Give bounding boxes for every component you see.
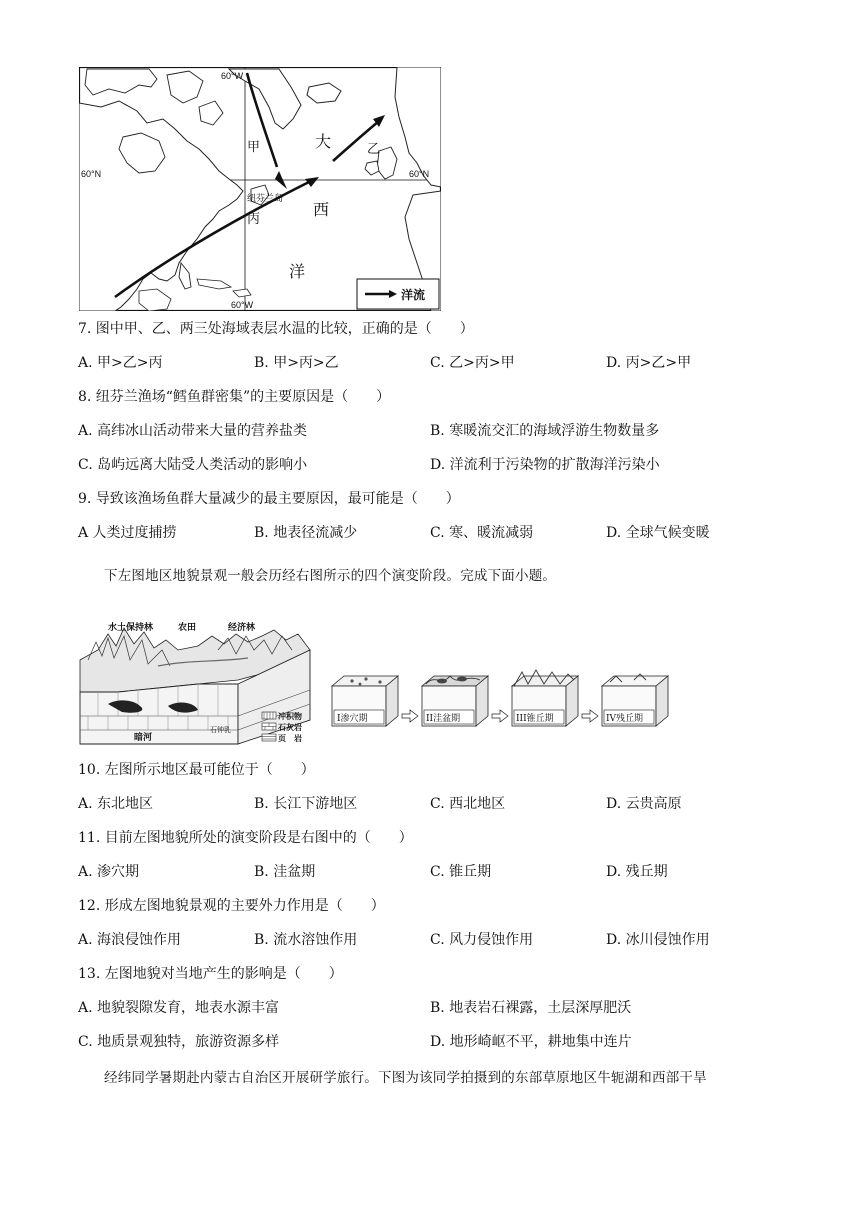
north-atlantic-current-map [79,67,441,311]
q12-option-a[interactable]: A. 海浪侵蚀作用 [78,932,182,948]
karst-label-forest2: 经济林 [228,623,256,633]
q10-option-a[interactable]: A. 东北地区 [78,796,154,812]
q13-option-a[interactable]: A. 地貌裂隙发育，地表水源丰富 [78,1000,280,1016]
map-label-jia: 甲 [247,140,261,155]
map-label-xi: 西 [313,200,330,219]
map-label-yang: 洋 [289,262,306,281]
q11-option-b[interactable]: B. 洼盆期 [254,864,316,880]
q7-option-a[interactable]: A. 甲>乙>丙 [78,355,163,371]
map-label-lon-top: 60°W [221,71,244,81]
question-7-stem: 7. 图中甲、乙、两三处海域表层水温的比较，正确的是（ ） [78,321,474,337]
q8-option-a[interactable]: A. 高纬冰山活动带来大量的营养盐类 [78,423,308,439]
q10-option-c[interactable]: C. 西北地区 [430,796,506,812]
q7-option-b[interactable]: B. 甲>丙>乙 [254,355,339,371]
karst-legend-2: 石灰岩 [278,722,302,732]
q7-option-d[interactable]: D. 丙>乙>甲 [606,355,692,371]
karst-label-farmland: 农田 [178,623,197,633]
q11-option-d[interactable]: D. 残丘期 [606,864,668,880]
map-label-lat-left: 60°N [81,169,102,179]
q9-option-c[interactable]: C. 寒、暖流减弱 [430,525,534,541]
stage-2-label: II洼盆期 [426,714,461,724]
q8-option-b[interactable]: B. 寒暖流交汇的海域浮游生物数量多 [430,423,660,439]
intro-inner-mongolia: 经纬同学暑期赴内蒙古自治区开展研学旅行。下图为该同学拍摄到的东部草原地区牛轭湖和西部干旱 [104,1070,707,1086]
karst-label-river: 暗河 [134,733,153,743]
q12-option-d[interactable]: D. 冰川侵蚀作用 [606,932,710,948]
question-8-stem: 8. 纽芬兰渔场“鳕鱼群密集”的主要原因是（ ） [78,389,391,405]
q8-option-c[interactable]: C. 岛屿远离大陆受人类活动的影响小 [78,457,308,473]
map-label-newfoundland: 纽芬兰岛 [247,194,284,204]
q13-option-d[interactable]: D. 地形崎岖不平，耕地集中连片 [430,1034,632,1050]
intro-karst: 下左图地区地貌景观一般会历经右图所示的四个演变阶段。完成下面小题。 [104,568,557,584]
q13-option-b[interactable]: B. 地表岩石裸露，土层深厚肥沃 [430,1000,632,1016]
q10-option-b[interactable]: B. 长江下游地区 [254,796,358,812]
q11-option-c[interactable]: C. 锥丘期 [430,864,492,880]
karst-label-forest1: 水土保持林 [108,623,154,633]
karst-label-stone: 石钟乳 [210,726,231,734]
stage-3-label: III锥丘期 [516,714,554,724]
stage-1-label: I渗穴期 [337,714,368,724]
q9-option-d[interactable]: D. 全球气候变暖 [606,525,710,541]
q12-option-c[interactable]: C. 风力侵蚀作用 [430,932,534,948]
q8-option-d[interactable]: D. 洋流利于污染物的扩散海洋污染小 [430,457,660,473]
question-9-stem: 9. 导致该渔场鱼群大量减少的最主要原因，最可能是（ ） [78,491,460,507]
question-12-stem: 12. 形成左图地貌景观的主要外力作用是（ ） [78,898,385,914]
question-11-stem: 11. 目前左图地貌所处的演变阶段是右图中的（ ） [78,830,413,846]
q9-option-b[interactable]: B. 地表径流减少 [254,525,358,541]
karst-evolution-stages [330,668,680,738]
karst-block-diagram [78,620,328,748]
map-label-yi: 乙 [367,142,381,157]
karst-legend-3: 页 岩 [278,733,302,743]
q11-option-a[interactable]: A. 渗穴期 [78,864,140,880]
map-label-da: 大 [315,132,332,151]
map-label-lat-right: 60°N [409,169,430,179]
question-10-stem: 10. 左图所示地区最可能位于（ ） [78,762,315,778]
q12-option-b[interactable]: B. 流水溶蚀作用 [254,932,358,948]
map-legend-label: 洋流 [401,288,426,302]
q13-option-c[interactable]: C. 地质景观独特，旅游资源多样 [78,1034,280,1050]
q9-option-a[interactable]: A 人类过度捕捞 [78,525,177,541]
map-label-lon-bottom: 60°W [231,300,254,310]
stage-4-label: IV残丘期 [606,714,644,724]
q10-option-d[interactable]: D. 云贵高原 [606,796,682,812]
map-label-bing: 丙 [247,212,261,227]
karst-legend-1: 冲积物 [278,711,302,721]
q7-option-c[interactable]: C. 乙>丙>甲 [430,355,515,371]
question-13-stem: 13. 左图地貌对当地产生的影响是（ ） [78,966,343,982]
